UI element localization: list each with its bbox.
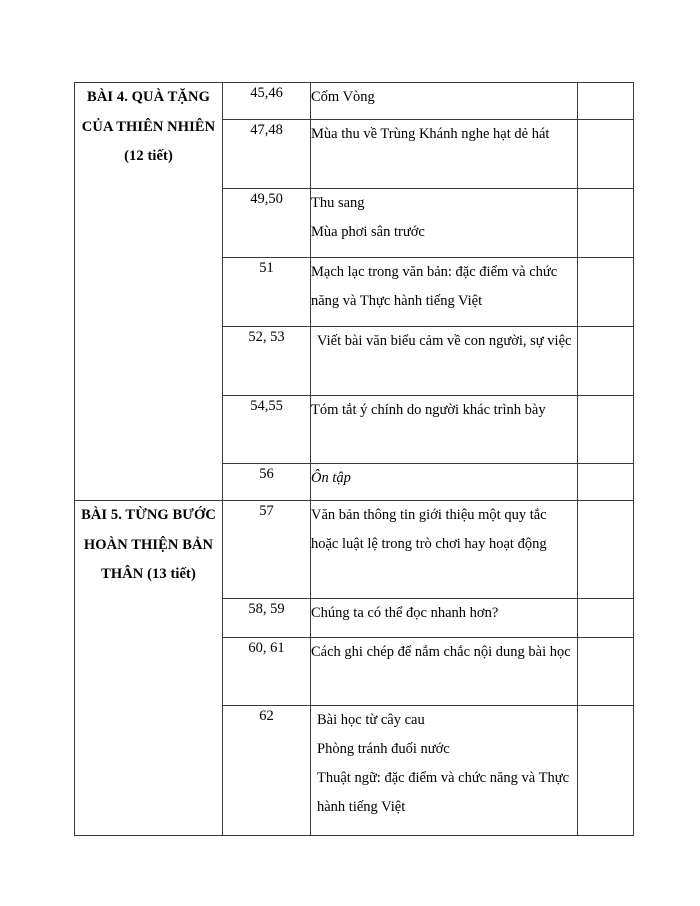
unit-title-line: BÀI 5. TỪNG [81, 507, 169, 523]
unit-title-line: TẶNG CỦA [81, 89, 210, 135]
period-cell: 47,48 [223, 120, 311, 189]
lesson-line: Mùa thu về Trùng Khánh nghe hạt dẻ hát [311, 126, 550, 142]
note-cell [578, 258, 634, 327]
note-cell [578, 83, 634, 120]
lesson-line: Thu sang [311, 195, 365, 211]
note-cell [578, 120, 634, 189]
lesson-line: Mạch lạc trong văn bản: đặc điểm và chức năng và Thực hành tiếng Việt [311, 264, 558, 309]
lesson-cell [311, 189, 578, 258]
unit-cell-bai-4 [75, 83, 223, 501]
note-cell [578, 638, 634, 706]
lesson-cell [311, 599, 578, 638]
period-cell: 58, 59 [223, 599, 311, 638]
note-cell [578, 327, 634, 396]
lesson-line: Cách ghi chép để nắm chắc nội dung bài học [311, 644, 571, 660]
note-cell [578, 189, 634, 258]
unit-title-line: THIỆN BẢN [131, 536, 214, 553]
table-body [75, 83, 634, 836]
lesson-cell [311, 327, 578, 396]
period-cell: 56 [223, 464, 311, 501]
note-cell [578, 706, 634, 836]
note-cell [578, 599, 634, 638]
lesson-cell [311, 120, 578, 189]
lesson-line: Bài học từ cây cau [317, 712, 425, 728]
period-cell: 52, 53 [223, 327, 311, 396]
period-cell: 51 [223, 258, 311, 327]
unit-title-line: tiết) [147, 148, 173, 165]
lesson-line: Phòng tránh đuối nước [317, 741, 450, 757]
period-cell: 49,50 [223, 189, 311, 258]
unit-title-line: BƯỚC HOÀN [83, 507, 216, 553]
period-cell: 60, 61 [223, 638, 311, 706]
lesson-cell [311, 396, 578, 464]
table-row [75, 83, 634, 120]
lesson-cell [311, 706, 578, 836]
lesson-line: Mùa phơi sân trước [311, 224, 425, 240]
note-cell [578, 501, 634, 599]
period-cell: 62 [223, 706, 311, 836]
lesson-line: Cốm Vòng [311, 89, 375, 105]
unit-title-line: THÂN (13 tiết) [101, 566, 196, 583]
lesson-cell [311, 258, 578, 327]
lesson-cell [311, 638, 578, 706]
unit-title-line: BÀI 4. QUÀ [87, 89, 165, 105]
note-cell [578, 464, 634, 501]
note-cell [578, 396, 634, 464]
lesson-cell [311, 464, 578, 501]
table-row [75, 501, 634, 599]
lesson-cell [311, 83, 578, 120]
lesson-line: Ôn tập [311, 470, 351, 486]
lesson-line: Văn bản thông tin giới thiệu một quy tắc hoặc luật lệ trong trò chơi hay hoạt động [311, 507, 547, 552]
period-cell: 54,55 [223, 396, 311, 464]
period-cell: 57 [223, 501, 311, 599]
unit-cell-bai-5 [75, 501, 223, 836]
lesson-line: Thuật ngữ: đặc điểm và chức năng và Thực hành tiếng Việt [317, 770, 570, 815]
lesson-line: Viết bài văn biểu cảm về con người, sự việc [317, 333, 572, 349]
lesson-line: Chúng ta có thể đọc nhanh hơn? [311, 605, 499, 621]
unit-title-line: THIÊN NHIÊN (12 [116, 118, 216, 165]
lesson-line: Tóm tắt ý chính do người khác trình bày [311, 402, 546, 418]
curriculum-plan-table [74, 82, 634, 836]
lesson-cell [311, 501, 578, 599]
period-cell: 45,46 [223, 83, 311, 120]
